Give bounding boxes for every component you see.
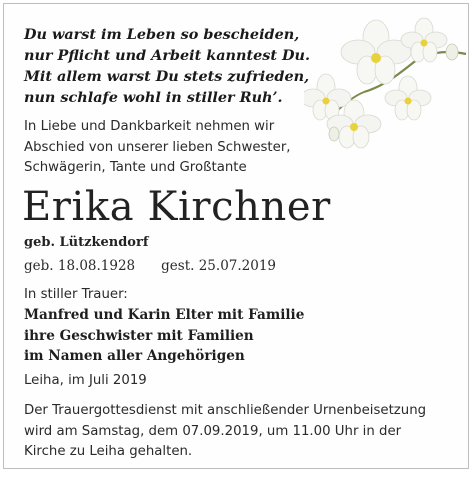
service-line: Kirche zu Leiha gehalten. xyxy=(24,444,193,459)
poem-line: nur Pflicht und Arbeit kanntest Du. xyxy=(24,47,310,64)
birth-date: geb. 18.08.1928 xyxy=(24,258,136,274)
service-line: Der Trauergottesdienst mit anschließender Urnenbeisetzung xyxy=(24,403,427,418)
intro-line: Abschied von unserer lieben Schwester, xyxy=(24,139,291,155)
poem-line: Du warst im Leben so bescheiden, xyxy=(24,26,300,43)
intro-line: Schwägerin, Tante und Großtante xyxy=(24,160,247,175)
poem-line: nun schlafe wohl in stiller Ruh’. xyxy=(24,89,283,106)
intro-line: In Liebe und Dankbarkeit nehmen wir xyxy=(24,119,275,134)
service-line: wird am Samstag, dem 07.09.2019, um 11.00 Uhr in der xyxy=(24,423,402,439)
mourner-line: im Namen aller Angehörigen xyxy=(24,348,245,364)
place-date: Leiha, im Juli 2019 xyxy=(24,373,147,388)
birth-name: geb. Lützkendorf xyxy=(24,235,149,250)
intro-text xyxy=(24,117,291,179)
white-orchid-icon xyxy=(304,14,470,154)
obituary-card xyxy=(3,3,469,469)
life-dates xyxy=(24,258,276,274)
mourner-line: ihre Geschwister mit Familien xyxy=(24,327,254,344)
mourner-line: Manfred und Karin Elter mit Familie xyxy=(24,307,305,323)
death-date: gest. 25.07.2019 xyxy=(161,258,277,274)
mourners-label: In stiller Trauer: xyxy=(24,287,128,302)
service-notice xyxy=(24,401,426,463)
memorial-poem xyxy=(24,24,310,108)
deceased-name: Erika Kirchner xyxy=(22,184,331,230)
mourners-list xyxy=(24,305,304,367)
poem-line: Mit allem warst Du stets zufrieden, xyxy=(24,68,310,85)
